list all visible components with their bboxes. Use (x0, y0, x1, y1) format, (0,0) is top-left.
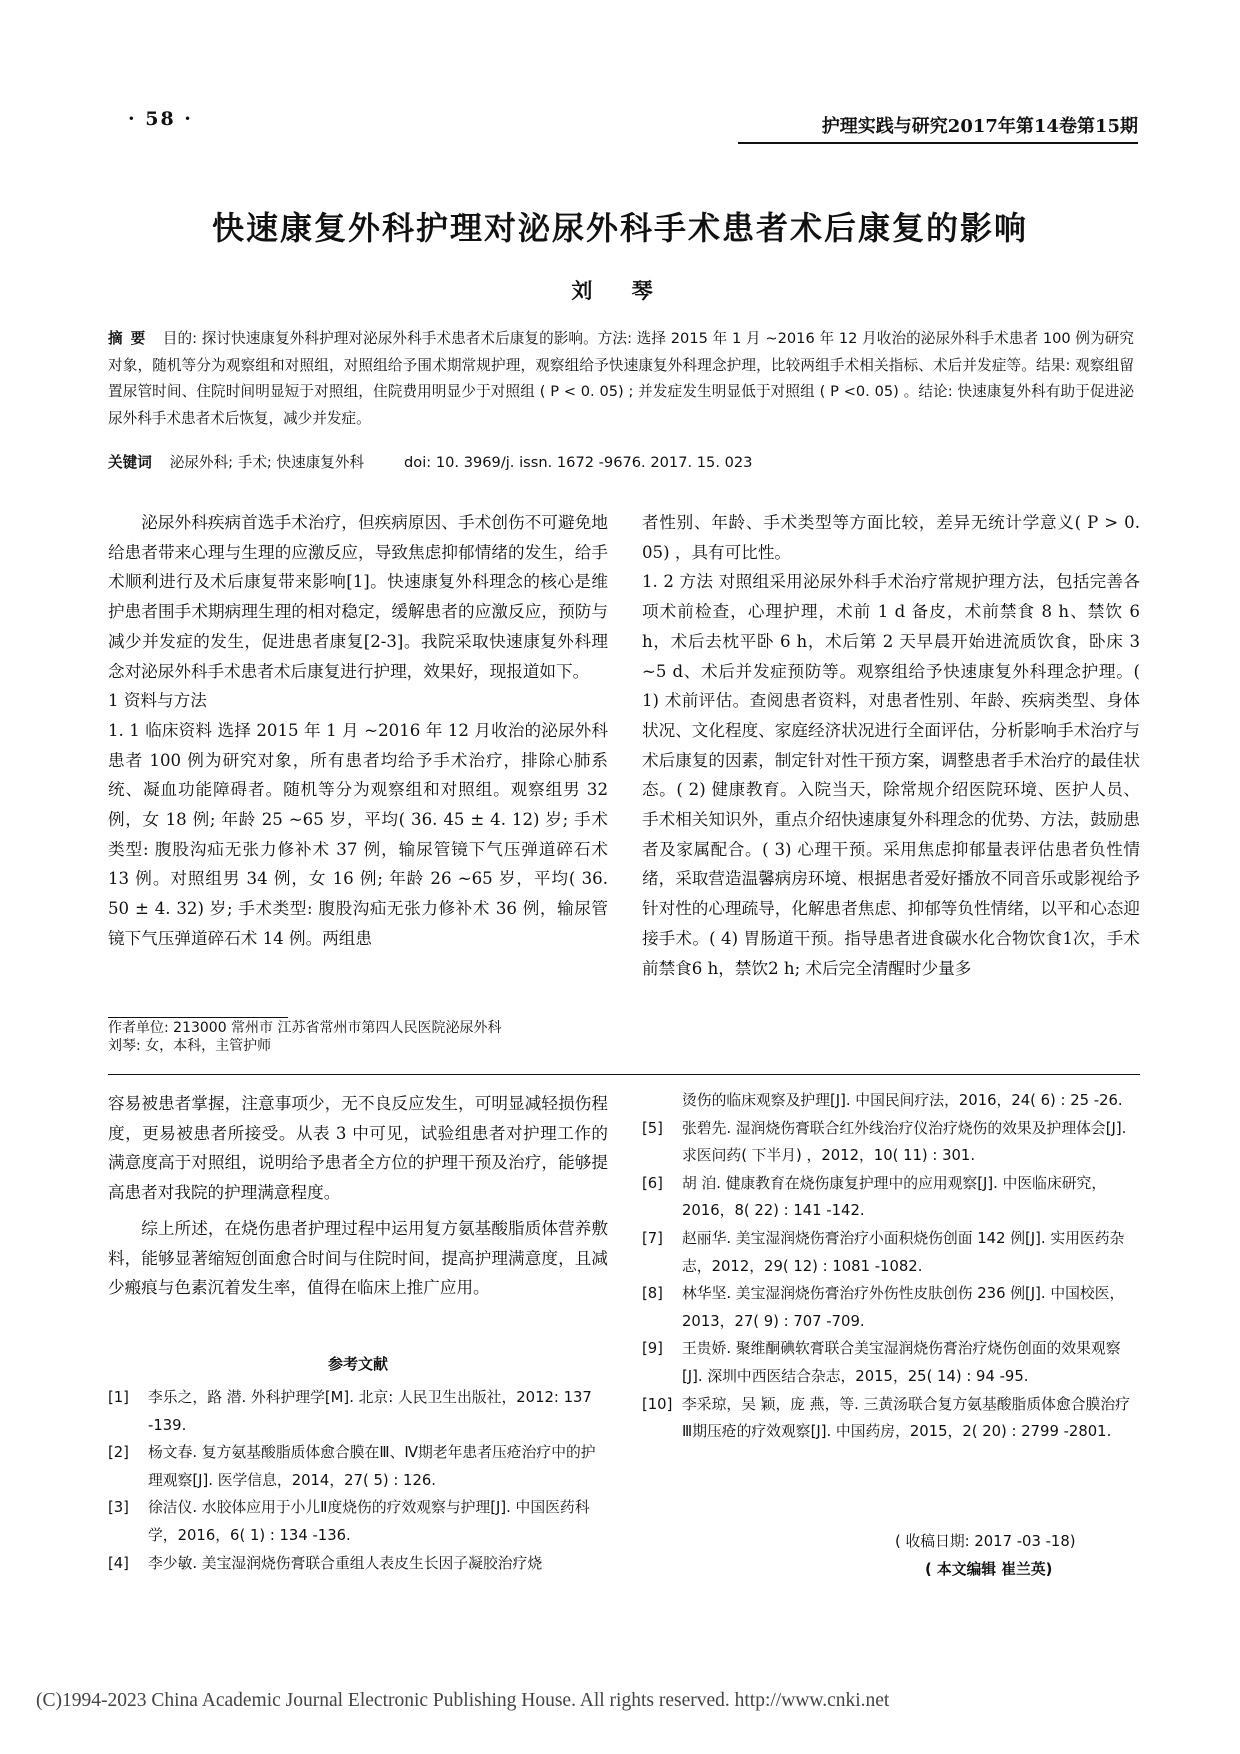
reference-text: 胡 洎. 健康教育在烧伤康复护理中的应用观察[J]. 中医临床研究，2016，8( 22) : 141 -142. (682, 1174, 1107, 1220)
page-number: · 58 · (128, 108, 193, 130)
body-paragraph: 容易被患者掌握，注意事项少，无不良反应发生，可明显减轻损伤程度，更易被患者所接受。从表 3 中可见，试验组患者对护理工作的满意度高于对照组，说明给予患者全方位的护理干预及治疗，能够提高患者对我院的护理满意程度。 (108, 1094, 608, 1203)
received-date: ( 收稿日期: 2017 -03 -18) (895, 1533, 1076, 1550)
reference-item (108, 1439, 608, 1494)
body-paragraph: 1. 2 方法 对照组采用泌尿外科手术治疗常规护理方法，包括完善各项术前检查，心理护理，术前 1 d 备皮，术前禁食 8 h、禁饮 6 h，术后去枕平卧 6 h，术后第 2 天早晨开始进流质饮食，卧床 3 ~5 d、术后并发症预防等。观察组给予快速康复外科理念护理。( 1) 术前评估。查阅患者资料，对患者性别、年龄、疾病类型、身体状况、文化程度、家庭经济状况进行全面评估，分析影响手术治疗与术后康复的因素，制定针对性干预方案，调整患者手术治疗的最佳状态。( 2) 健康教育。入院当天，除常规介绍医院环境、医护人员、手术相关知识外，重点介绍快速康复外科理念的优势、方法，鼓励患者及家属配合。( 3) 心理干预。采用焦虑抑郁量表评估患者负性情绪，采取营造温馨病房环境、根据患者爱好播放不同音乐或影视给予针对性的心理疏导，化解患者焦虑、抑郁等负性情绪，以平和心态迎接手术。( 4) 胃肠道干预。指导患者进食碳水化合物饮食1次，手术前禁食6 h，禁饮2 h; 术后完全清醒时少量多 (642, 572, 1140, 978)
reference-number: [3] (108, 1499, 129, 1517)
reference-number: [4] (108, 1554, 129, 1572)
copyright-footer: (C)1994-2023 China Academic Journal Electronic Publishing House. All rights reserved. http://www.cnki.net (36, 1690, 890, 1711)
reference-text: 徐洁仪. 水胶体应用于小儿Ⅱ度烧伤的疗效观察与护理[J]. 中国医药科学，2016，6( 1) : 134 -136. (148, 1499, 590, 1544)
section-heading: 1 资料与方法 (108, 691, 207, 711)
reference-text: 李少敏. 美宝湿润烧伤膏联合重组人表皮生长因子凝胶治疗烧 (148, 1554, 543, 1572)
reference-text: 赵丽华. 美宝湿润烧伤膏治疗小面积烧伤创面 142 例[J]. 实用医药杂志，2012，29( 12) : 1081 -1082. (682, 1229, 1125, 1275)
article-title: 快速康复外科护理对泌尿外科手术患者术后康复的影响 (211, 209, 1028, 247)
reference-number: [6] (642, 1174, 663, 1192)
doi: doi: 10. 3969/j. issn. 1672 -9676. 2017. 15. 023 (404, 454, 753, 471)
reference-item (642, 1335, 1140, 1390)
article-author: 刘 琴 (571, 278, 669, 303)
body-paragraph: 1. 1 临床资料 选择 2015 年 1 月 ~2016 年 12 月收治的泌尿外科患者 100 例为研究对象，所有患者均给予手术治疗，排除心肺系统、凝血功能障碍者。随机等分为观察组和对照组。观察组男 32 例，女 18 例; 年龄 25 ~65 岁，平均( 36. 45 ± 4. 12) 岁; 手术类型: 腹股沟疝无张力修补术 37 例，输尿管镜下气压弹道碎石术 13 例。对照组男 34 例，女 16 例; 年龄 26 ~65 岁，平均( 36. 50 ± 4. 32) 岁; 手术类型: 腹股沟疝无张力修补术 36 例，输尿管镜下气压弹道碎石术 14 例。两组患 (108, 720, 608, 948)
author-footnote (108, 1019, 608, 1055)
reference-item (642, 1280, 1140, 1335)
abstract-text: 目的: 探讨快速康复外科护理对泌尿外科手术患者术后康复的影响。方法: 选择 2015 年 1 月 ~2016 年 12 月收治的泌尿外科手术患者 100 例为研究对象，随机等分为观察组和对照组，对照组给予围术期常规护理，观察组给予快速康复外科理念护理，比较两组手术相关指标、术后并发症等。结果: 观察组留置尿管时间、住院时间明显短于对照组，住院费用明显少于对照组 ( P < 0. 05) ; 并发症发生明显低于对照组 ( P <0. 05) 。结论: 快速康复外科有助于促进泌尿外科手术患者术后恢复，减少并发症。 (108, 330, 1134, 427)
lower-left-text (108, 1089, 608, 1303)
reference-number: [10] (642, 1395, 673, 1413)
footnote-rule (108, 1017, 288, 1018)
author-info: 刘琴: 女，本科，主管护师 (108, 1038, 272, 1054)
reference-continuation: 烫伤的临床观察及护理[J]. 中国民间疗法，2016，24( 6) : 25 -26. (682, 1092, 1123, 1109)
reference-number: [1] (108, 1389, 129, 1406)
body-left-column (108, 508, 608, 954)
reference-number: [9] (642, 1340, 663, 1358)
reference-item (108, 1384, 608, 1439)
reference-text: 李乐之，路 潜. 外科护理学[M]. 北京: 人民卫生出版社，2012: 137 -139. (148, 1389, 592, 1434)
reference-text: 林华坚. 美宝湿润烧伤膏治疗外伤性皮肤创伤 236 例[J]. 中国校医，2013，27( 9) : 707 -709. (682, 1285, 1125, 1330)
reference-item (642, 1391, 1140, 1446)
reference-number: [2] (108, 1444, 129, 1462)
abstract-label: 摘要 (108, 330, 154, 347)
body-paragraph: 综上所述，在烧伤患者护理过程中运用复方氨基酸脂质体营养敷料，能够显著缩短创面愈合时间与住院时间，提高护理满意度，且减少瘢痕与色素沉着发生率，值得在临床上推广应用。 (108, 1218, 608, 1298)
reference-text: 王贵娇. 聚维酮碘软膏联合美宝湿润烧伤膏治疗烧伤创面的效果观察[J]. 深圳中西医结合杂志，2015，25( 14) : 94 -95. (682, 1340, 1121, 1385)
journal-running-header: 护理实践与研究2017年第14卷第15期 (738, 112, 1138, 144)
reference-text: 张碧先. 湿润烧伤膏联合红外线治疗仪治疗烧伤的效果及护理体会[J]. 求医问药( 下半月) ，2012，10( 11) : 301. (682, 1119, 1127, 1165)
references-left (108, 1384, 608, 1577)
reference-number: [5] (642, 1119, 663, 1137)
reference-item (108, 1494, 608, 1549)
reference-number: [8] (642, 1285, 663, 1303)
reference-item (108, 1550, 608, 1578)
body-right-column (642, 508, 1140, 983)
reference-item (642, 1170, 1140, 1225)
body-paragraph: 泌尿外科疾病首选手术治疗，但疾病原因、手术创伤不可避免地给患者带来心理与生理的应激反应，导致焦虑抑郁情绪的发生，给手术顺利进行及术后康复带来影响[1]。快速康复外科理念的核心是维护患者围手术期病理生理的相对稳定，缓解患者的应激反应，预防与减少并发症的发生，促进患者康复[2-3]。我院采取快速康复外科理念对泌尿外科手术患者术后康复进行护理，效果好，现报道如下。 (108, 513, 608, 681)
references-title: 参考文献 (327, 1355, 388, 1373)
keywords-label: 关键词 (108, 454, 152, 471)
author-affiliation: 作者单位: 213000 常州市 江苏省常州市第四人民医院泌尿外科 (108, 1020, 502, 1036)
abstract (108, 326, 1134, 432)
reference-text: 李采琼，吴 颖，庞 燕，等. 三黄汤联合复方氨基酸脂质体愈合膜治疗Ⅲ期压疮的疗效观察[J]. 中国药房，2015，2( 20) : 2799 -2801. (682, 1395, 1130, 1441)
keywords (108, 451, 1134, 472)
page-separator (108, 1074, 1140, 1075)
references-right (642, 1087, 1140, 1446)
reference-text: 杨文春. 复方氨基酸脂质体愈合膜在Ⅲ、Ⅳ期老年患者压疮治疗中的护理观察[J]. 医学信息，2014，27( 5) : 126. (148, 1444, 596, 1489)
body-paragraph: 者性别、年龄、手术类型等方面比较，差异无统计学意义( P > 0. 05) ，具有可比性。 (642, 513, 1140, 562)
reference-item (642, 1225, 1140, 1280)
editor-note: ( 本文编辑 崔兰英) (925, 1561, 1053, 1578)
reference-item (642, 1115, 1140, 1170)
reference-number: [7] (642, 1229, 663, 1247)
keywords-text: 泌尿外科; 手术; 快速康复外科 (169, 454, 365, 471)
